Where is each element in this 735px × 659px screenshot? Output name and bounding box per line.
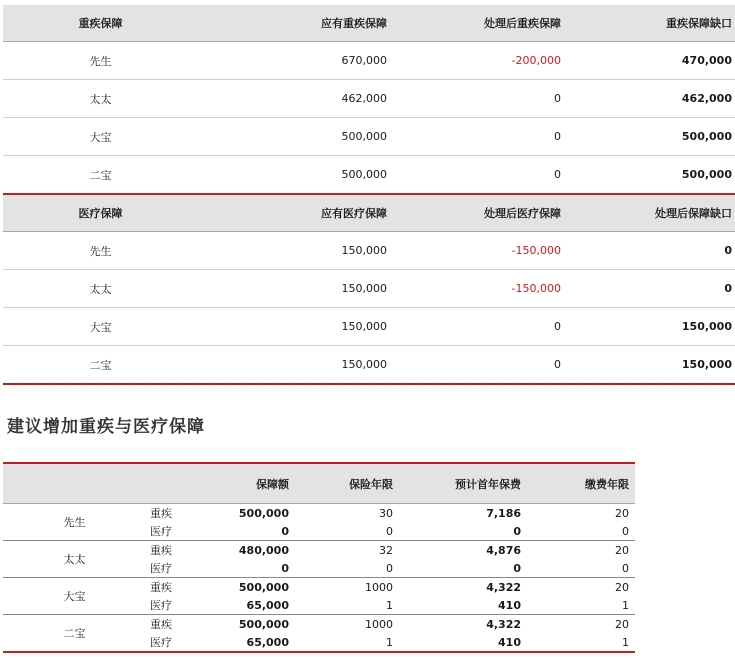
header-premium: 预计首年保费 xyxy=(403,463,521,504)
table-row xyxy=(3,504,635,523)
coverage-type: 医疗 xyxy=(146,596,193,615)
row-gap: 500,000 xyxy=(561,118,735,156)
row-name: 先生 xyxy=(3,42,198,80)
row-gap: 150,000 xyxy=(561,308,735,346)
first-year-premium: 410 xyxy=(403,633,521,652)
person-name: 太太 xyxy=(3,541,146,578)
critical-header-label: 重疾保障 xyxy=(3,5,198,42)
critical-header-required: 应有重疾保障 xyxy=(198,5,393,42)
table-row xyxy=(3,232,735,270)
row-name: 二宝 xyxy=(3,346,198,385)
row-required: 150,000 xyxy=(198,232,393,270)
person-name: 先生 xyxy=(3,504,146,541)
critical-header-row xyxy=(3,5,735,42)
critical-header-gap: 重疾保障缺口 xyxy=(561,5,735,42)
table-row xyxy=(3,578,635,597)
row-name: 大宝 xyxy=(3,118,198,156)
row-gap: 150,000 xyxy=(561,346,735,385)
row-required: 150,000 xyxy=(198,270,393,308)
first-year-premium: 4,876 xyxy=(486,543,521,557)
coverage-amount: 500,000 xyxy=(238,580,289,594)
coverage-years: 1000 xyxy=(365,580,393,594)
medical-header-after: 处理后医疗保障 xyxy=(393,194,561,232)
row-after: 0 xyxy=(393,156,561,195)
row-after: -150,000 xyxy=(393,232,561,270)
row-required: 150,000 xyxy=(198,346,393,385)
header-pay-years: 缴费年限 xyxy=(521,463,635,504)
pay-years: 0 xyxy=(521,559,635,578)
coverage-years: 1 xyxy=(293,596,403,615)
coverage-amount: 65,000 xyxy=(193,596,293,615)
row-name: 太太 xyxy=(3,80,198,118)
pay-years: 0 xyxy=(521,522,635,541)
coverage-type: 医疗 xyxy=(146,559,193,578)
medical-header-row xyxy=(3,194,735,232)
row-after: 0 xyxy=(393,308,561,346)
coverage-amount: 500,000 xyxy=(238,506,289,520)
row-gap: 470,000 xyxy=(561,42,735,80)
coverage-gap-table xyxy=(3,5,735,385)
coverage-amount: 0 xyxy=(193,522,293,541)
header-years: 保险年限 xyxy=(293,463,403,504)
coverage-amount: 65,000 xyxy=(193,633,293,652)
row-after: -150,000 xyxy=(393,270,561,308)
row-required: 500,000 xyxy=(198,118,393,156)
pay-years: 20 xyxy=(615,617,629,631)
first-year-premium: 7,186 xyxy=(486,506,521,520)
row-after: 0 xyxy=(393,346,561,385)
medical-header-label: 医疗保障 xyxy=(3,194,198,232)
first-year-premium: 0 xyxy=(403,522,521,541)
pay-years: 1 xyxy=(521,633,635,652)
row-name: 太太 xyxy=(3,270,198,308)
critical-header-after: 处理后重疾保障 xyxy=(393,5,561,42)
row-required: 462,000 xyxy=(198,80,393,118)
first-year-premium: 0 xyxy=(403,559,521,578)
coverage-years: 30 xyxy=(379,506,393,520)
table-row xyxy=(3,42,735,80)
coverage-years: 0 xyxy=(293,522,403,541)
row-name: 大宝 xyxy=(3,308,198,346)
recommend-header-row xyxy=(3,463,635,504)
row-gap: 500,000 xyxy=(561,156,735,195)
table-row xyxy=(3,80,735,118)
row-gap: 0 xyxy=(561,232,735,270)
row-gap: 0 xyxy=(561,270,735,308)
row-after: 0 xyxy=(393,118,561,156)
coverage-type: 重疾 xyxy=(150,507,172,520)
header-person xyxy=(3,463,146,504)
coverage-type: 重疾 xyxy=(150,544,172,557)
coverage-years: 1 xyxy=(293,633,403,652)
first-year-premium: 4,322 xyxy=(486,617,521,631)
row-gap: 462,000 xyxy=(561,80,735,118)
row-required: 670,000 xyxy=(198,42,393,80)
person-name: 大宝 xyxy=(3,578,146,615)
table-row xyxy=(3,615,635,634)
coverage-type: 重疾 xyxy=(150,618,172,631)
coverage-amount: 0 xyxy=(193,559,293,578)
row-required: 500,000 xyxy=(198,156,393,195)
header-type xyxy=(146,463,193,504)
table-row xyxy=(3,270,735,308)
coverage-amount: 480,000 xyxy=(238,543,289,557)
coverage-type: 重疾 xyxy=(150,581,172,594)
medical-header-gap: 处理后保障缺口 xyxy=(561,194,735,232)
table-row xyxy=(3,346,735,385)
first-year-premium: 4,322 xyxy=(486,580,521,594)
row-after: 0 xyxy=(393,80,561,118)
table-row xyxy=(3,308,735,346)
coverage-type: 医疗 xyxy=(146,633,193,652)
pay-years: 20 xyxy=(615,506,629,520)
row-name: 二宝 xyxy=(3,156,198,195)
row-name: 先生 xyxy=(3,232,198,270)
row-after: -200,000 xyxy=(393,42,561,80)
pay-years: 1 xyxy=(521,596,635,615)
table-row xyxy=(3,118,735,156)
row-required: 150,000 xyxy=(198,308,393,346)
coverage-type: 医疗 xyxy=(146,522,193,541)
pay-years: 20 xyxy=(615,580,629,594)
first-year-premium: 410 xyxy=(403,596,521,615)
coverage-years: 0 xyxy=(293,559,403,578)
pay-years: 20 xyxy=(615,543,629,557)
table-row xyxy=(3,541,635,560)
recommendation-table xyxy=(3,462,635,653)
coverage-amount: 500,000 xyxy=(238,617,289,631)
person-name: 二宝 xyxy=(3,615,146,653)
coverage-years: 32 xyxy=(379,543,393,557)
table-row xyxy=(3,156,735,195)
section-title: 建议增加重疾与医疗保障 xyxy=(7,417,205,437)
header-amount: 保障额 xyxy=(193,463,293,504)
medical-header-required: 应有医疗保障 xyxy=(198,194,393,232)
coverage-years: 1000 xyxy=(365,617,393,631)
